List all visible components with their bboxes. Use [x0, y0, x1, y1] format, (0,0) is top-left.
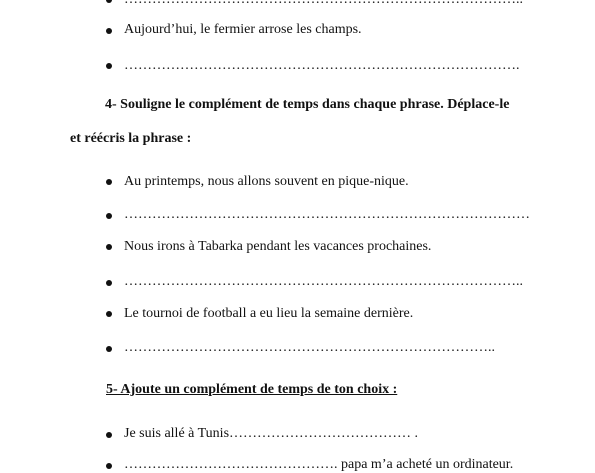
sentence: ………………………………………. papa m’a acheté un ordinateur. — [124, 457, 514, 472]
answer-line: …………………………………………………………………………… — [124, 207, 530, 222]
bullet-icon — [106, 63, 112, 69]
section-4-title-line-2: et réécris la phrase : — [70, 131, 192, 146]
bullet-icon — [106, 244, 112, 250]
bullet-icon — [106, 346, 112, 352]
bullet-icon — [106, 432, 112, 438]
answer-line — [124, 0, 523, 8]
answer-line: …………………………………………………………………….. — [124, 340, 495, 355]
sentence: Au printemps, nous allons souvent en pique-nique. — [124, 174, 409, 189]
bullet-icon — [106, 280, 112, 286]
answer-line: …………………………………………………………………………. — [124, 58, 520, 73]
sentence: Aujourd’hui, le fermier arrose les champs. — [124, 22, 362, 37]
answer-line: ………………………………………………………………………….. — [124, 274, 523, 289]
sentence: Je suis allé à Tunis………………………………… . — [124, 426, 419, 441]
bullet-icon — [106, 179, 112, 185]
bullet-icon — [106, 213, 112, 219]
bullet-icon — [106, 28, 112, 34]
bullet-icon — [106, 311, 112, 317]
bullet-icon — [106, 463, 112, 469]
section-4-title-line-1: 4- Souligne le complément de temps dans chaque phrase. Déplace-le — [105, 97, 510, 112]
sentence: Le tournoi de football a eu lieu la semaine dernière. — [124, 306, 414, 321]
section-5-title: 5- Ajoute un complément de temps de ton choix : — [106, 382, 398, 397]
sentence: Nous irons à Tabarka pendant les vacances prochaines. — [124, 239, 432, 254]
bullet-icon — [106, 0, 112, 3]
